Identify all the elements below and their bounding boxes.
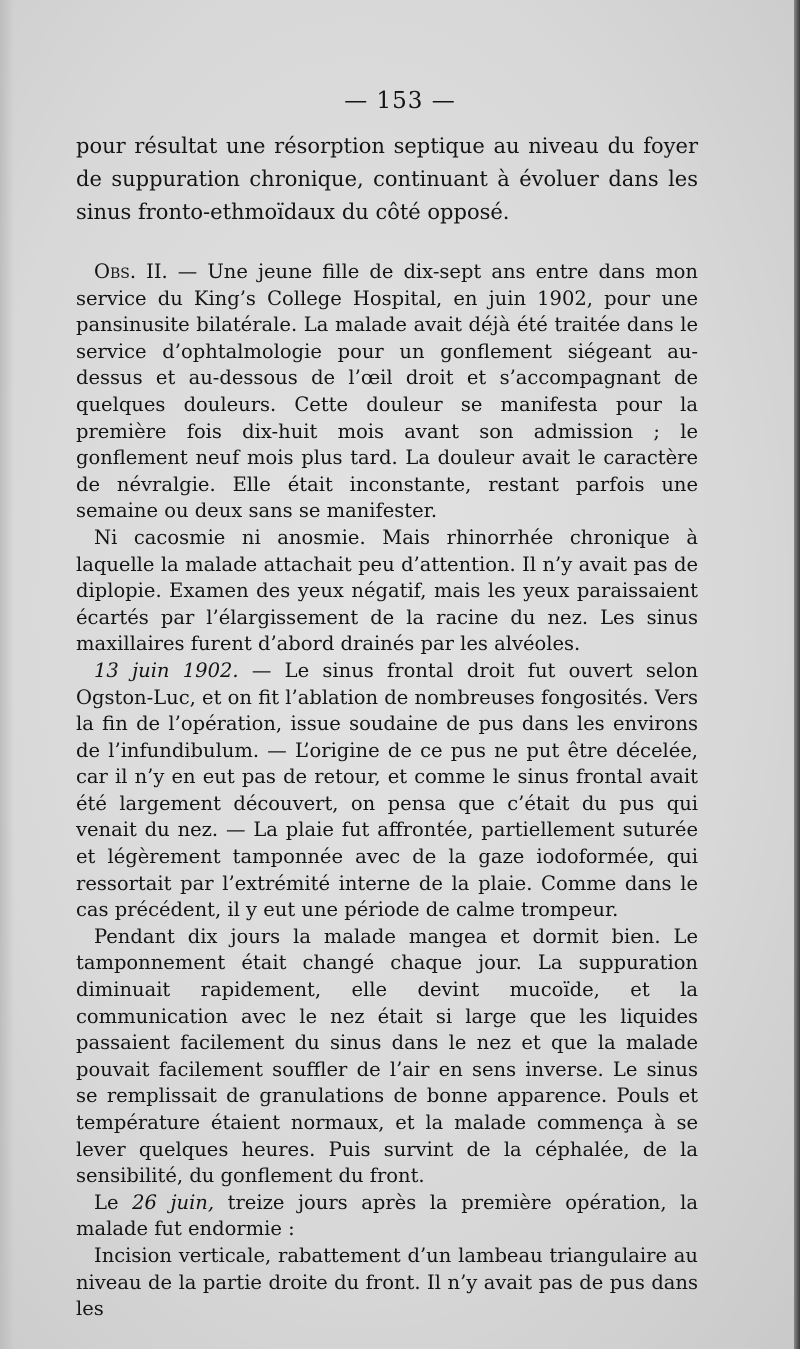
second-operation-text: treize jours après la première opération, la malade fut endormie : bbox=[76, 1190, 698, 1241]
opening-text-block bbox=[76, 130, 698, 229]
observation-paragraph bbox=[76, 259, 698, 525]
paragraph-second-operation bbox=[76, 1190, 698, 1243]
operation-text: — Le sinus frontal droit fut ouvert selon Ogston-Luc, et on fit l’ablation de nombreuses fongosités. Vers la fin de l’opération, issue soudaine de pus dans les environs de l’infundibulum. — L’origine de ce pus ne put être décelée, car il n’y en eut pas de retour, et comme le sinus frontal avait été largement découvert, on pensa que c’était du pus qui venait du nez. — La plaie fut affrontée, partiellement suturée et légèrement tamponnée avec de la gaze iodoformée, qui ressortait par l’extrémité interne de la plaie. Comme dans le cas précédent, il y eut une période de calme trompeur. bbox=[76, 658, 699, 922]
paragraph-dix-jours: Pendant dix jours la malade mangea et dormit bien. Le tamponnement était changé chaque jour. La suppuration diminuait rapidement, elle devint mucoïde, et la communication avec le nez était si large que les liquides passaient facilement du sinus dans le nez et que la malade pouvait facilement souffler de l’air en sens inverse. Le sinus se remplissait de granulations de bonne apparence. Pouls et température étaient normaux, et la malade commença à se lever quelques heures. Puis survint de la céphalée, de la sensibilité, du gonflement du front. bbox=[76, 924, 698, 1188]
page-edge-shadow bbox=[794, 0, 800, 1349]
observation-intro: — Une jeune fille de dix-sept ans entre dans mon service du King’s College Hospital, en juin 1902, pour une pansinusite bilatérale. La malade avait déjà été traitée dans le service d’ophtalmologie pour un gonflement siégeant au-dessus et au-dessous de l’œil droit et s’accompagnant de quelques douleurs. Cette douleur se manifesta pour la première fois dix-huit mois avant son admission ; le gonflement neuf mois plus tard. La douleur avait le caractère de névralgie. Elle était inconstante, restant parfois une semaine ou deux sans se manifester. bbox=[76, 260, 698, 523]
opening-paragraph: pour résultat une résorption septique au niveau du foyer de suppuration chronique, continuant à évoluer dans les sinus fronto-ethmoïdaux du côté opposé. bbox=[76, 134, 698, 224]
date-second-operation: 26 juin, bbox=[132, 1190, 215, 1214]
observation-label: Obs. II. bbox=[94, 260, 168, 283]
paragraph-incision: Incision verticale, rabattement d’un lambeau triangulaire au niveau de la partie droite du front. Il n’y avait pas de pus dans les bbox=[76, 1243, 698, 1321]
paragraph-operation bbox=[76, 658, 698, 924]
observation-text-block bbox=[76, 259, 698, 1323]
date-prefix: Le bbox=[94, 1190, 133, 1214]
page-number: — 153 — bbox=[344, 88, 456, 114]
date-first-operation: 13 juin 1902. bbox=[94, 658, 239, 682]
page-gutter-shadow bbox=[0, 0, 14, 1349]
paragraph-cacosmie: Ni cacosmie ni anosmie. Mais rhinorrhée chronique à laquelle la malade attachait peu d’attention. Il n’y avait pas de diplopie. Examen des yeux négatif, mais les yeux paraissaient écartés par l’élargissement de la racine du nez. Les sinus maxillaires furent d’abord drainés par les alvéoles. bbox=[76, 525, 698, 656]
